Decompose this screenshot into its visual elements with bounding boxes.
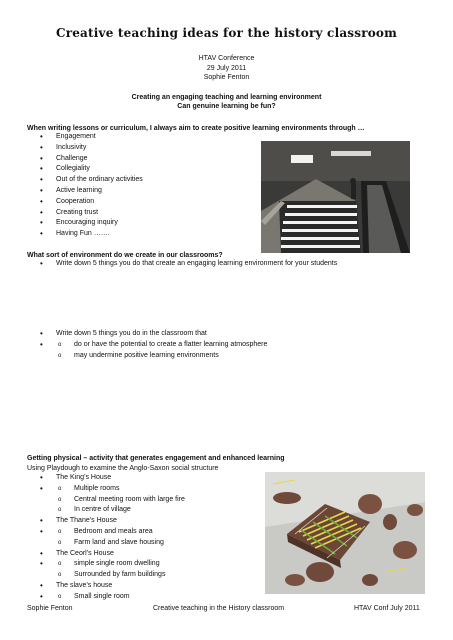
section-1-heading: When writing lessons or curriculum, I always aim to create positive learning environments through …: [27, 125, 365, 132]
list-item: • Encouraging inquiry: [40, 218, 143, 229]
list-item: • Write down 5 things you do that create an engaging learning environment for your students: [40, 259, 337, 270]
sub-list-item: o Central meeting room with large fire: [40, 495, 185, 506]
list-item: • The Thane’s House: [40, 516, 185, 527]
list-item: • Having Fun …….: [40, 229, 143, 240]
piano-stairs-photo: [261, 141, 410, 253]
list-item: • Out of the ordinary activities: [40, 175, 143, 186]
sub-list-item: o Farm land and slave housing: [40, 538, 185, 549]
footer-conference: HTAV Conf July 2011: [354, 605, 420, 612]
list-item: • Challenge: [40, 154, 143, 165]
environment-task-list-2: [40, 329, 267, 361]
sub-list-container: [40, 527, 185, 549]
list-item: • Active learning: [40, 186, 143, 197]
list-item: • Inclusivity: [40, 143, 143, 154]
document-title: Creative teaching ideas for the history classroom: [55, 26, 398, 40]
list-item: • Engagement: [40, 132, 143, 143]
section-3-heading: Getting physical – activity that generates engagement and enhanced learning: [27, 455, 285, 462]
conference-date: 29 July 2011: [206, 65, 247, 72]
sub-list-item: o • Bedroom and meals area: [40, 527, 185, 538]
section-3-intro: Using Playdough to examine the Anglo-Saxon social structure: [27, 465, 219, 472]
subtitle-line-2: Can genuine learning be fun?: [177, 103, 276, 110]
qualities-list: [40, 132, 143, 240]
author-name: Sophie Fenton: [203, 74, 250, 81]
sub-list-container: [40, 484, 185, 516]
sub-list: [40, 484, 185, 516]
sub-list: [40, 527, 185, 549]
footer-author: Sophie Fenton: [27, 605, 73, 612]
footer-title: Creative teaching in the History classroom: [153, 605, 285, 612]
list-item: • The Ceorl’s House: [40, 549, 185, 560]
sub-list-item: o may undermine positive learning environments: [40, 351, 267, 362]
list-item: • The slave’s house: [40, 581, 185, 592]
playdough-model-photo: [265, 472, 425, 594]
sub-list: [40, 559, 185, 581]
sub-list-item: o • Small single room: [40, 592, 185, 603]
list-item: • The King’s House: [40, 473, 185, 484]
list-item: • Creating trust: [40, 208, 143, 219]
sub-list-item: o Surrounded by farm buildings: [40, 570, 185, 581]
subtitle-line-1: Creating an engaging teaching and learning environment: [131, 94, 322, 101]
sub-list-item: o • do or have the potential to create a flatter learning atmosphere: [40, 340, 267, 351]
sub-list-item: o • simple single room dwelling: [40, 559, 185, 570]
sub-list-container: [40, 340, 267, 362]
houses-list: [40, 473, 185, 603]
list-item: • Cooperation: [40, 197, 143, 208]
sub-list-item: o • Multiple rooms: [40, 484, 185, 495]
environment-task-list-1: [40, 259, 337, 270]
section-2-heading: What sort of environment do we create in our classrooms?: [27, 252, 223, 259]
list-item: • Collegiality: [40, 164, 143, 175]
sub-list-container: [40, 559, 185, 581]
sub-list: [40, 592, 185, 603]
sub-list-container: [40, 592, 185, 603]
sub-list: [40, 340, 267, 362]
sub-list-item: o In centre of village: [40, 505, 185, 516]
list-item: • Write down 5 things you do in the classroom that: [40, 329, 267, 340]
conference-name: HTAV Conference: [198, 55, 255, 62]
